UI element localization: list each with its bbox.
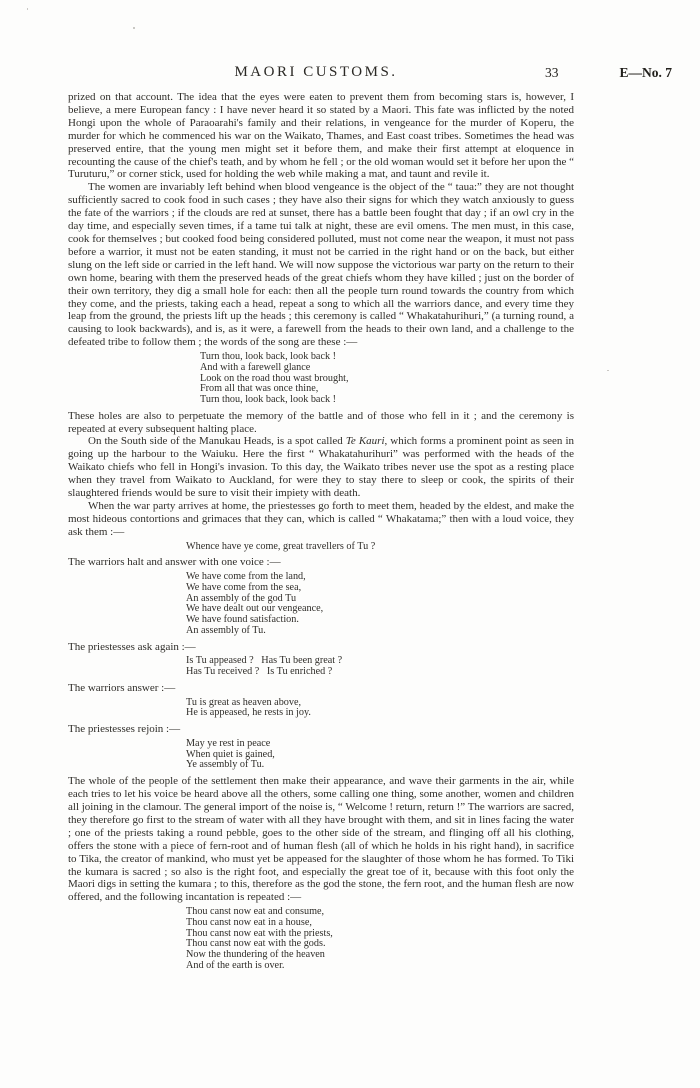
- scan-speck: [607, 370, 609, 371]
- page-number: 33: [545, 65, 559, 80]
- verse-line: An assembly of the god Tu: [186, 592, 297, 604]
- verse-line: Thou canst now eat with the priests,: [186, 927, 333, 939]
- text-segment: The priestesses rejoin :—: [68, 723, 181, 736]
- text-segment: The warriors answer :—: [68, 681, 176, 694]
- page-title: MAORI CUSTOMS.: [234, 64, 398, 80]
- verse-line: Now the thundering of the heaven: [186, 949, 325, 961]
- verse-line: Look on the road thou wast brought,: [200, 372, 349, 384]
- verse-line: Thou canst now eat and consume,: [186, 906, 325, 918]
- speaker-line: [68, 641, 574, 654]
- verse-line: When quiet is gained,: [186, 748, 275, 760]
- scan-speck: [27, 8, 28, 10]
- verse-line: We have dealt out our vengeance,: [186, 603, 324, 615]
- verse-line: And of the earth is over.: [186, 959, 285, 971]
- body-paragraph: [68, 181, 574, 349]
- verse-line: Whence have ye come, great travellers of Tu ?: [186, 540, 376, 552]
- speaker-line: [68, 556, 574, 569]
- verse-line: An assembly of Tu.: [186, 624, 266, 636]
- text-segment: The priestesses ask again :—: [68, 640, 196, 653]
- scan-speck: [133, 27, 135, 29]
- verse-line: We have come from the land,: [186, 571, 306, 583]
- verse-block: [200, 352, 574, 406]
- verse-line: Is Tu appeased ? Has Tu been great ?: [186, 655, 343, 667]
- verse-block: [186, 542, 574, 553]
- speaker-line: [68, 682, 574, 695]
- text-segment: The warriors halt and answer with one voice :—: [68, 556, 281, 569]
- verse-line: We have come from the sea,: [186, 582, 302, 594]
- body-paragraph: [68, 775, 574, 904]
- verse-block: [186, 572, 574, 636]
- page-header: [0, 64, 700, 86]
- text-segment: On the South side of the Manukau Heads, is a spot called: [88, 435, 346, 448]
- verse-line: Tu is great as heaven above,: [186, 696, 302, 708]
- verse-line: Turn thou, look back, look back !: [200, 393, 337, 405]
- verse-line: And with a farewell glance: [200, 361, 311, 373]
- verse-line: We have found satisfaction.: [186, 614, 299, 626]
- verse-line: From all that was once thine,: [200, 383, 319, 395]
- verse-block: [186, 907, 574, 971]
- document-reference: E—No. 7: [619, 65, 672, 80]
- italic-phrase: Te Kauri: [345, 435, 385, 448]
- body-paragraph: [68, 435, 574, 500]
- page-content: [68, 91, 574, 975]
- body-paragraph: [68, 500, 574, 539]
- verse-line: Turn thou, look back, look back !: [200, 351, 337, 363]
- verse-block: [186, 739, 574, 771]
- body-paragraph: [68, 410, 574, 436]
- text-segment: The whole of the people of the settlement then make their appearance, and wave their garments in the air, while each tries to let his voice be heard above all the others, some calling one thing, some another, women and children all joining in the clamour. The general import of the noise is, “ Welcome ! return, return !” The warriors are sacred, they therefore go first to the stream of water with all they have brought with them, and sit in lines facing the water ; one of the priests taking a round pebble, goes to the other side of the stream, and flinging off all his clothing, offers the stone with a piece of fern-root and of human flesh (all of which he holds in his right hand), in sacrifice to Tika, the creator of mankind, who must yet be appeased for the slaughter of those whom he has formed. To Tiki the kumara is sacred ; so also is the right foot, and especially the great toe of it, because with this foot only the Maori digs in setting the kumara ; to this, therefore as the god the stone, the fern root, and the human flesh are now offered, and the following incantation is repeated :—: [68, 775, 574, 904]
- verse-line: Thou canst now eat in a house,: [186, 916, 312, 928]
- verse-line: He is appeased, he rests in joy.: [186, 707, 311, 719]
- text-segment: , which forms a prominent point as seen in going up the harbour to the Waiuku. Here the first “ Whakatahurihuri” was performed with the heads of the Waikato chiefs who fell in Hongi's invasion. To this day, the Waikato tribes never use the spot as a resting place when they travel from Waikato to Auckland, for were they to stay there to sleep or cook, the spirits of their slaughtered friends would be sure to visit their impiety with death.: [68, 435, 574, 500]
- text-segment: These holes are also to perpetuate the memory of the battle and of those who fell in it ; and the ceremony is repeated at every subsequent halting place.: [68, 409, 574, 435]
- body-paragraph: [68, 91, 574, 181]
- verse-line: May ye rest in peace: [186, 738, 271, 750]
- text-segment: prized on that account. The idea that the eyes were eaten to prevent them from becoming stars is, however, I believe, a mere European fancy : I have never heard it so stated by a Maori. This fate was inflicted by the noted Hongi upon the whole of Paraoarahi's family and their relations, in vengeance for the murder of Koperu, the murder for which he commenced his war on the Waikato, Thames, and East coast tribes. Sometimes the head was preserved entire, that the young men might set it before them, and make their first attempt at eloquence in recounting the cause of the chief's teath, and by whom he fell ; or the old woman would set it before her upon the “ Turuturu,” or corner stick, used for holding the web while making a mat, and taunt and revile it.: [68, 91, 574, 181]
- verse-block: [186, 698, 574, 719]
- verse-line: Ye assembly of Tu.: [186, 759, 265, 771]
- text-segment: When the war party arrives at home, the priestesses go forth to meet them, headed by the eldest, and make the most hideous contortions and grimaces that they can, which is called “ Whakatama;” then with a loud voice, they ask them :—: [68, 499, 574, 538]
- text-segment: The women are invariably left behind when blood vengeance is the object of the “ taua:” they are not thought sufficiently sacred to cook food in such cases ; they have also their signs for which they watch anxiously to guess the fate of the warriors ; if the clouds are red at sunset, there has a battle been fought that day ; if an owl cry in the day time, and especially seven times, if a tame tui talk at night, these are evil omens. The men must, in this case, cook for themselves ; but cooked food being considered polluted, must not come near the weapon, it must not pass before a warrior, it must not be eaten standing, it must not be carried in the right hand or on the back, but either slung on the left side or carried in the left hand. We will now suppose the victorious war party on the return to their own home, bearing with them the preserved heads of the great chiefs whom they have killed ; just on the border of their own territory, they dig a small hole for each: then all the people turn round towards the country from which they come, and the priests, taking each a head, repeat a song to which all the warriors dance, and every time they leap from the ground, the priests lift up the heads ; this ceremony is called “ Whakatahurihuri,” (a turning round, a causing to look backwards), and is, as it were, a farewell from the heads to their own land, and a challenge to the defeated tribe to follow them ; the words of the song are these :—: [68, 181, 575, 349]
- verse-block: [186, 656, 574, 677]
- speaker-line: [68, 723, 574, 736]
- verse-line: Has Tu received ? Is Tu enriched ?: [186, 666, 333, 678]
- verse-line: Thou canst now eat with the gods.: [186, 938, 326, 950]
